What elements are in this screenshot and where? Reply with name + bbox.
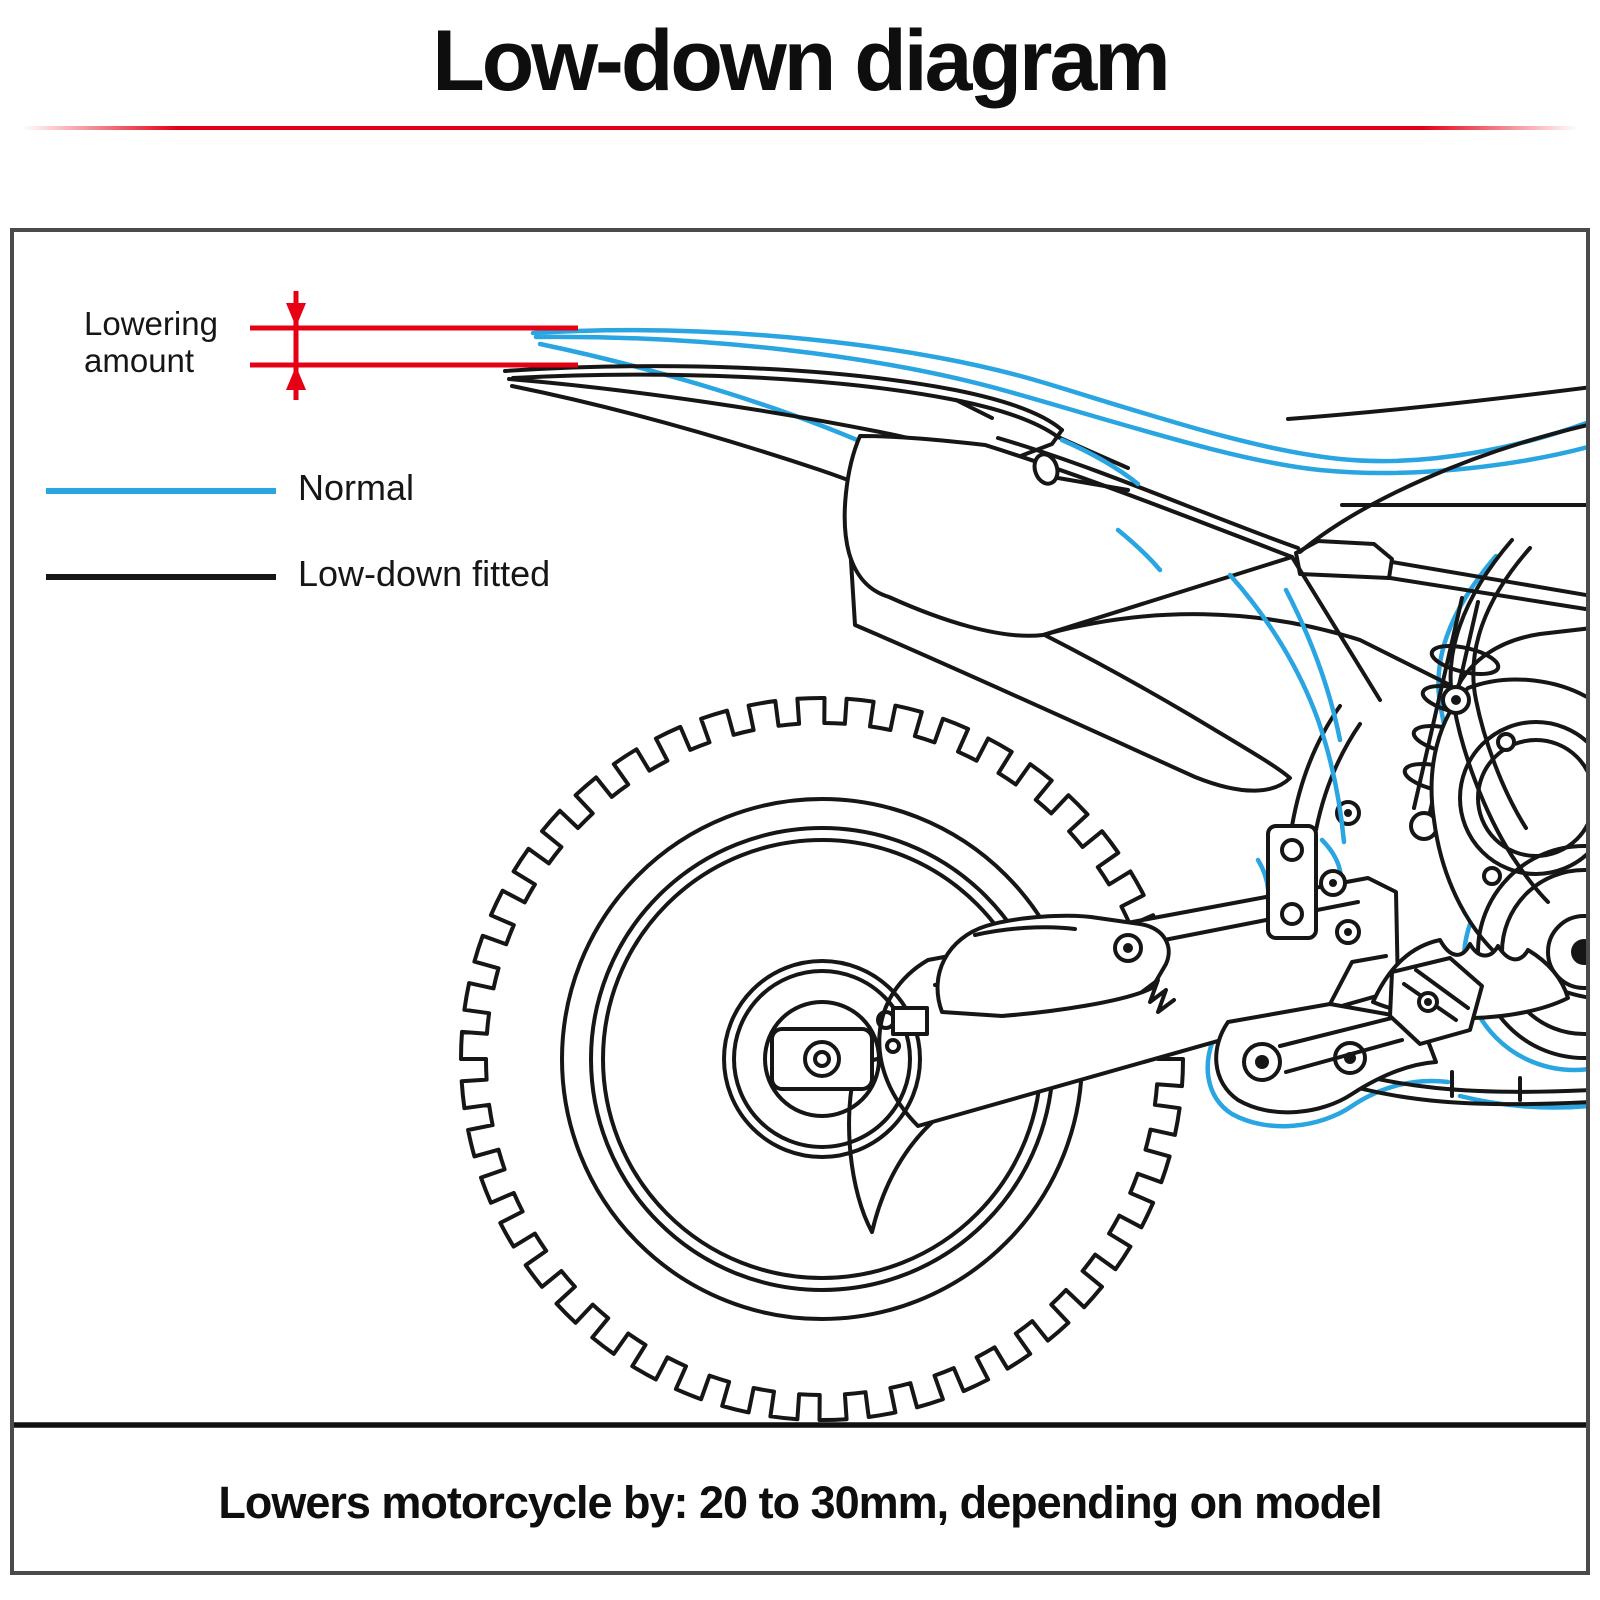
caption-text: Lowers motorcycle by: 20 to 30mm, depending on model: [218, 1477, 1382, 1528]
page-title: Low-down diagram: [432, 13, 1168, 109]
lowdown-bike-drawing: [505, 366, 1600, 1232]
lowering-amount-label: Lowering amount: [84, 305, 218, 379]
legend-normal-label: Normal: [298, 467, 415, 508]
legend-lowdown-swatch: [46, 574, 276, 580]
side-panel: [845, 436, 1292, 636]
lowering-dimension-arrows: [250, 291, 578, 400]
legend-normal-swatch: [46, 488, 276, 494]
swingarm-pivot: [1268, 802, 1359, 943]
legend-lowdown-label: Low-down fitted: [298, 553, 551, 594]
